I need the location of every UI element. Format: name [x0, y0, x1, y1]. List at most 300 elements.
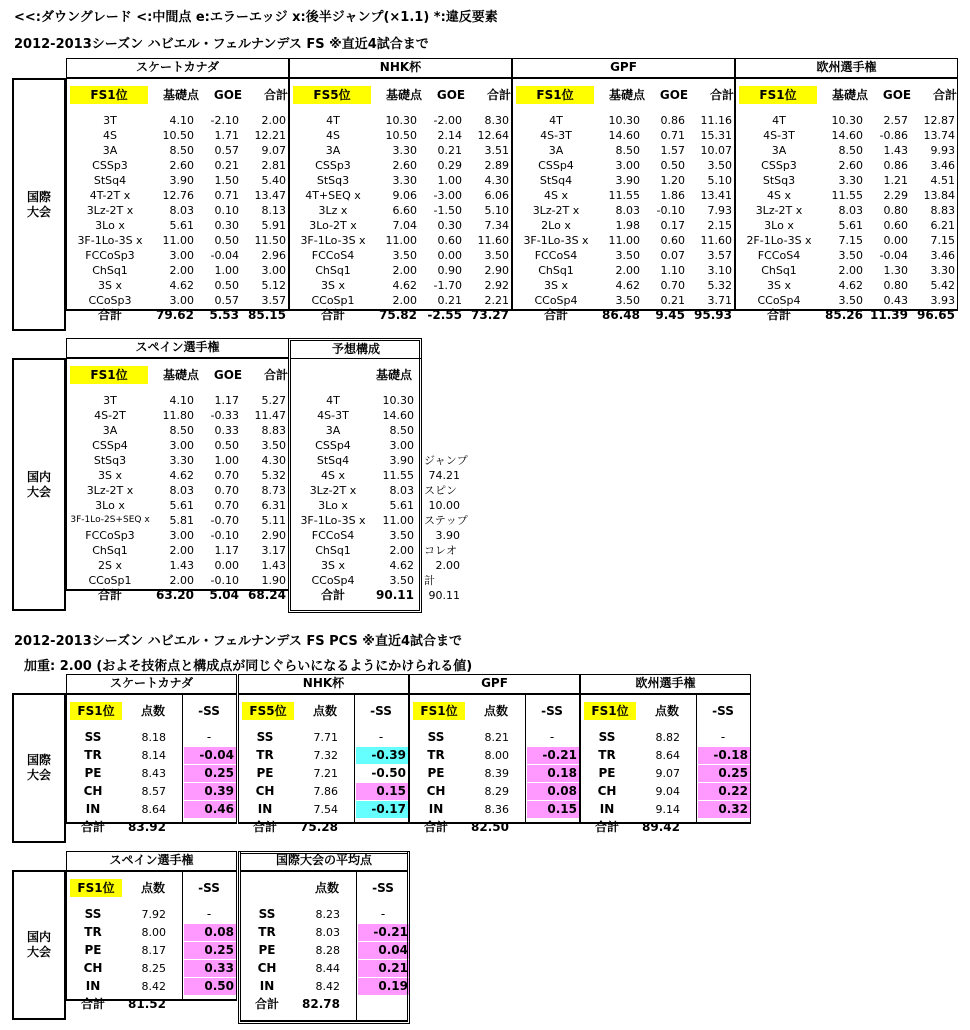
base-value: 2.00	[392, 264, 417, 277]
total-value: 9.07	[261, 144, 286, 157]
place-label: FS5位	[293, 86, 371, 104]
element-row	[66, 218, 289, 233]
goe-value: 1.50	[214, 174, 239, 187]
element-row	[290, 468, 422, 483]
total-value: 5.32	[707, 279, 732, 292]
base-value: 4.62	[169, 279, 194, 292]
element-name: StSq4	[539, 174, 573, 187]
base-value: 4.62	[169, 469, 194, 482]
element-row	[735, 188, 958, 203]
goe-value: -3.00	[433, 189, 462, 202]
col-score-header: 点数	[140, 881, 165, 895]
diff-value: 0.39	[184, 783, 236, 800]
goe-value: 0.00	[437, 249, 462, 262]
goe-value: -0.33	[210, 409, 239, 422]
total-value: 11.16	[700, 114, 732, 127]
element-name: CCoSp4	[534, 294, 578, 307]
diff-value: 0.25	[184, 942, 236, 959]
element-name: 2S x	[98, 559, 122, 572]
component-name: PE	[84, 766, 102, 780]
element-row	[66, 468, 289, 483]
base-sum: 90.11	[376, 588, 414, 602]
element-row	[66, 453, 289, 468]
pcs-total-row	[66, 819, 237, 836]
component-score: 8.64	[655, 749, 680, 762]
total-value: 4.30	[484, 174, 509, 187]
score-sum: 96.65	[917, 308, 955, 322]
element-name: 3F-1Lo-3S x	[300, 514, 366, 527]
goe-value: -2.10	[210, 114, 239, 127]
base-value: 3.30	[838, 174, 863, 187]
component-name: IN	[259, 979, 275, 993]
col-base-header: 基礎点	[608, 88, 645, 102]
element-row	[735, 263, 958, 278]
element-row	[290, 558, 422, 573]
note-item: ジャンプ	[424, 454, 468, 467]
base-value: 3.50	[615, 294, 640, 307]
pcs-row	[66, 924, 237, 941]
goe-value: 1.57	[660, 144, 685, 157]
diff-value: 0.33	[184, 960, 236, 977]
goe-value: 0.30	[214, 219, 239, 232]
base-value: 3.30	[169, 454, 194, 467]
base-value: 12.76	[162, 189, 194, 202]
component-name: PE	[84, 943, 102, 957]
total-label: 合計	[80, 997, 105, 1011]
element-row	[289, 158, 512, 173]
element-name: 3Lz-2T x	[532, 204, 580, 217]
base-value: 10.30	[608, 114, 640, 127]
element-row	[735, 143, 958, 158]
component-score: 9.14	[655, 803, 680, 816]
goe-value: 1.17	[214, 394, 239, 407]
col-diff-header: -SS	[372, 881, 394, 895]
element-name: 3S x	[544, 279, 568, 292]
element-name: CSSp3	[92, 159, 128, 172]
goe-value: 0.00	[214, 559, 239, 572]
element-row	[735, 173, 958, 188]
element-row	[512, 293, 735, 308]
total-value: 6.31	[261, 499, 286, 512]
col-goe-header: GOE	[436, 88, 466, 102]
goe-value: 0.80	[883, 279, 908, 292]
base-value: 3.90	[615, 174, 640, 187]
element-name: 4S-3T	[317, 409, 349, 422]
goe-value: 0.70	[660, 279, 685, 292]
total-value: 13.41	[700, 189, 732, 202]
pcs-table-title: スケートカナダ	[66, 674, 237, 694]
component-name: IN	[257, 802, 273, 816]
total-value: 1.43	[261, 559, 286, 572]
pcs-total-row	[238, 819, 409, 836]
base-value: 8.50	[169, 144, 194, 157]
element-name: 4T	[549, 114, 563, 127]
side-dom-fs: 国内 大会	[12, 358, 66, 611]
element-row	[289, 188, 512, 203]
total-value: 3.10	[707, 264, 732, 277]
component-score: 7.92	[141, 908, 166, 921]
element-row	[512, 218, 735, 233]
element-name: CCoSp3	[88, 294, 132, 307]
pcs-row	[409, 783, 580, 800]
base-sum: 79.62	[156, 308, 194, 322]
total-value: 2.81	[261, 159, 286, 172]
component-score: 8.36	[484, 803, 509, 816]
total-row	[66, 588, 289, 603]
component-name: SS	[598, 730, 616, 744]
total-value: 15.31	[700, 129, 732, 142]
element-name: StSq3	[93, 454, 127, 467]
element-name: 3Lz x	[318, 204, 348, 217]
goe-value: 0.50	[214, 439, 239, 452]
component-score: 8.44	[315, 962, 340, 975]
element-row	[66, 278, 289, 293]
component-score: 8.28	[315, 944, 340, 957]
place-label: FS1位	[70, 702, 122, 720]
diff-value: -	[378, 730, 384, 744]
total-value: 5.32	[261, 469, 286, 482]
element-row	[66, 543, 289, 558]
diff-value: -0.21	[358, 924, 410, 941]
component-name: CH	[426, 784, 446, 798]
note-item: 74.21	[428, 469, 460, 482]
base-value: 14.60	[831, 129, 863, 142]
base-value: 10.30	[382, 394, 414, 407]
element-row	[289, 143, 512, 158]
element-row	[735, 203, 958, 218]
goe-value: 0.70	[214, 469, 239, 482]
total-value: 4.30	[261, 454, 286, 467]
pcs-table-title: NHK杯	[238, 674, 409, 694]
element-name: 3S x	[98, 279, 122, 292]
total-value: 2.90	[484, 264, 509, 277]
goe-value: 1.71	[214, 129, 239, 142]
total-value: 3.57	[707, 249, 732, 262]
element-name: 4S	[326, 129, 340, 142]
base-value: 4.10	[169, 394, 194, 407]
element-name: 4S x	[767, 189, 791, 202]
pcs-row	[66, 729, 237, 746]
element-row	[512, 188, 735, 203]
total-label: 合計	[97, 308, 122, 322]
component-name: IN	[85, 979, 101, 993]
goe-sum: 5.53	[209, 308, 239, 322]
base-value: 3.00	[169, 249, 194, 262]
base-value: 8.03	[615, 204, 640, 217]
component-name: SS	[256, 730, 274, 744]
base-value: 3.30	[392, 174, 417, 187]
element-name: 3A	[102, 424, 118, 437]
base-value: 14.60	[608, 129, 640, 142]
element-row	[289, 113, 512, 128]
pcs-row	[409, 765, 580, 782]
element-row	[512, 248, 735, 263]
base-value: 14.60	[382, 409, 414, 422]
score-sum: 85.15	[248, 308, 286, 322]
element-name: 3F-1Lo-3S x	[523, 234, 589, 247]
element-name: StSq4	[316, 454, 350, 467]
goe-value: 0.57	[214, 294, 239, 307]
element-row	[512, 128, 735, 143]
element-name: 3T	[103, 114, 117, 127]
base-value: 2.00	[392, 294, 417, 307]
total-value: 2.89	[484, 159, 509, 172]
pcs-avg-frame	[238, 851, 410, 1024]
goe-value: 0.80	[883, 204, 908, 217]
diff-value: -	[549, 730, 555, 744]
element-name: 3F-1Lo-3S x	[77, 234, 143, 247]
goe-value: -0.10	[210, 529, 239, 542]
base-value: 11.00	[382, 514, 414, 527]
component-name: CH	[255, 784, 275, 798]
base-value: 2.60	[838, 159, 863, 172]
element-row	[735, 113, 958, 128]
component-name: TR	[84, 925, 102, 939]
component-name: SS	[427, 730, 445, 744]
base-value: 8.03	[389, 484, 414, 497]
col-goe-header: GOE	[659, 88, 689, 102]
col-goe-header: GOE	[213, 368, 243, 382]
component-name: IN	[428, 802, 444, 816]
total-value: 10.07	[700, 144, 732, 157]
goe-value: 1.00	[437, 174, 462, 187]
goe-value: 1.21	[883, 174, 908, 187]
goe-value: -1.50	[433, 204, 462, 217]
goe-value: -0.04	[879, 249, 908, 262]
total-value: 6.21	[930, 219, 955, 232]
base-value: 3.50	[838, 294, 863, 307]
fs-table-title: GPF	[512, 58, 735, 78]
element-row	[735, 158, 958, 173]
element-row	[512, 263, 735, 278]
component-score: 8.29	[484, 785, 509, 798]
element-name: 4S	[103, 129, 117, 142]
goe-value: -0.86	[879, 129, 908, 142]
element-row	[289, 218, 512, 233]
total-value: 5.42	[930, 279, 955, 292]
component-name: IN	[599, 802, 615, 816]
element-name: 2F-1Lo-3S x	[746, 234, 812, 247]
total-value: 4.51	[930, 174, 955, 187]
element-name: ChSq1	[92, 264, 128, 277]
col-diff-header: -SS	[712, 704, 734, 718]
element-row	[66, 498, 289, 513]
col-diff-header: -SS	[541, 704, 563, 718]
element-name: 3A	[548, 144, 564, 157]
place-label: FS1位	[70, 86, 148, 104]
base-value: 11.80	[162, 409, 194, 422]
component-score: 8.82	[655, 731, 680, 744]
component-score: 7.86	[313, 785, 338, 798]
total-value: 9.93	[930, 144, 955, 157]
pcs-row	[66, 960, 237, 977]
element-row	[289, 248, 512, 263]
diff-value: -0.50	[371, 766, 406, 780]
component-name: PE	[258, 943, 276, 957]
base-value: 8.03	[838, 204, 863, 217]
note-item: 2.00	[435, 559, 460, 572]
element-row	[289, 293, 512, 308]
component-score: 8.43	[141, 767, 166, 780]
base-value: 7.15	[838, 234, 863, 247]
base-value: 8.50	[169, 424, 194, 437]
total-value: 5.91	[261, 219, 286, 232]
total-value: 7.93	[707, 204, 732, 217]
base-value: 3.50	[392, 249, 417, 262]
pcs-row	[66, 783, 237, 800]
goe-value: 1.00	[214, 454, 239, 467]
goe-value: 1.00	[214, 264, 239, 277]
goe-value: 0.71	[660, 129, 685, 142]
element-row	[290, 528, 422, 543]
pcs-row	[66, 801, 237, 818]
element-name: StSq3	[762, 174, 796, 187]
col-total-header: 合計	[263, 368, 288, 382]
element-name: 4T+SEQ x	[305, 189, 361, 202]
place-label: FS1位	[70, 366, 148, 384]
component-name: CH	[597, 784, 617, 798]
element-row	[289, 128, 512, 143]
col-total-header: 合計	[709, 88, 734, 102]
diff-value: 0.46	[184, 801, 236, 818]
element-name: 3F-1Lo-2S+SEQ x	[70, 515, 150, 525]
element-row	[66, 423, 289, 438]
total-value: 3.93	[930, 294, 955, 307]
base-value: 11.55	[382, 469, 414, 482]
element-row	[289, 278, 512, 293]
total-label: 合計	[543, 308, 568, 322]
total-label: 合計	[320, 308, 345, 322]
base-value: 8.03	[169, 204, 194, 217]
element-row	[66, 293, 289, 308]
score-sum: 73.27	[471, 308, 509, 322]
diff-value: -	[206, 907, 212, 921]
base-value: 5.61	[169, 499, 194, 512]
total-value: 2.00	[261, 114, 286, 127]
base-value: 3.90	[389, 454, 414, 467]
note-item: スピン	[424, 484, 457, 497]
total-value: 2.90	[261, 529, 286, 542]
goe-value: -0.10	[656, 204, 685, 217]
total-score: 81.52	[128, 997, 166, 1011]
component-score: 9.04	[655, 785, 680, 798]
element-name: 3Lz-2T x	[309, 484, 357, 497]
base-value: 3.30	[392, 144, 417, 157]
element-row	[512, 158, 735, 173]
total-value: 3.46	[930, 159, 955, 172]
place-label: FS1位	[70, 879, 122, 897]
component-score: 8.57	[141, 785, 166, 798]
pcs-row	[580, 801, 751, 818]
total-value: 3.51	[484, 144, 509, 157]
goe-value: 0.21	[437, 294, 462, 307]
element-row	[735, 293, 958, 308]
element-name: CSSp4	[538, 159, 574, 172]
base-value: 3.50	[389, 574, 414, 587]
pcs-heading: 2012-2013シーズン ハビエル・フェルナンデス FS PCS ※直近4試合まで	[14, 634, 462, 649]
col-score-header: 点数	[314, 881, 339, 895]
fs-table-title: スペイン選手権	[66, 338, 289, 358]
pcs-table-title: GPF	[409, 674, 580, 694]
diff-value: -0.04	[184, 747, 236, 764]
total-value: 12.21	[254, 129, 286, 142]
goe-value: 0.50	[214, 279, 239, 292]
component-name: TR	[427, 748, 445, 762]
col-diff-header: -SS	[370, 704, 392, 718]
element-name: CSSp4	[315, 439, 351, 452]
base-value: 10.50	[162, 129, 194, 142]
element-name: FCCoS4	[534, 249, 578, 262]
goe-value: 0.90	[437, 264, 462, 277]
total-value: 13.47	[254, 189, 286, 202]
col-base-header: 基礎点	[831, 88, 868, 102]
element-name: 2Lo x	[541, 219, 571, 232]
component-name: CH	[83, 784, 103, 798]
base-value: 11.00	[608, 234, 640, 247]
component-score: 8.18	[141, 731, 166, 744]
element-row	[289, 203, 512, 218]
element-row	[735, 248, 958, 263]
total-value: 5.27	[261, 394, 286, 407]
element-row	[66, 408, 289, 423]
element-name: 3S x	[321, 559, 345, 572]
element-name: 3Lz-2T x	[86, 204, 134, 217]
pcs-row	[238, 729, 409, 746]
goe-value: 0.86	[883, 159, 908, 172]
element-row	[289, 233, 512, 248]
goe-value: 0.21	[437, 144, 462, 157]
pcs-row	[66, 906, 237, 923]
element-row	[66, 513, 289, 528]
component-score: 8.64	[141, 803, 166, 816]
col-score-header: 点数	[483, 704, 508, 718]
pcs-row	[66, 942, 237, 959]
total-value: 7.34	[484, 219, 509, 232]
total-label: 合計	[254, 997, 279, 1011]
element-row	[66, 128, 289, 143]
component-score: 7.54	[313, 803, 338, 816]
col-diff-header: -SS	[198, 881, 220, 895]
goe-value: -1.70	[433, 279, 462, 292]
goe-value: 0.33	[214, 424, 239, 437]
total-label: 合計	[320, 588, 345, 602]
total-label: 合計	[594, 820, 619, 834]
fs-table-title: NHK杯	[289, 58, 512, 78]
pcs-row	[238, 801, 409, 818]
total-value: 3.00	[261, 264, 286, 277]
total-value: 2.21	[484, 294, 509, 307]
element-name: 3A	[325, 144, 341, 157]
element-row	[66, 158, 289, 173]
goe-value: 1.43	[883, 144, 908, 157]
note-item: 計	[424, 574, 435, 587]
note-item: 3.90	[435, 529, 460, 542]
element-row	[66, 263, 289, 278]
element-row	[735, 278, 958, 293]
total-value: 3.46	[930, 249, 955, 262]
element-row	[289, 263, 512, 278]
base-value: 4.62	[389, 559, 414, 572]
component-name: TR	[84, 748, 102, 762]
element-name: 4S-2T	[94, 409, 126, 422]
total-value: 8.13	[261, 204, 286, 217]
element-name: CCoSp1	[88, 574, 132, 587]
base-value: 11.55	[831, 189, 863, 202]
pcs-table-title: 国際大会の平均点	[240, 851, 408, 871]
base-value: 3.00	[389, 439, 414, 452]
col-base-header: 基礎点	[162, 368, 199, 382]
total-row	[289, 308, 512, 323]
